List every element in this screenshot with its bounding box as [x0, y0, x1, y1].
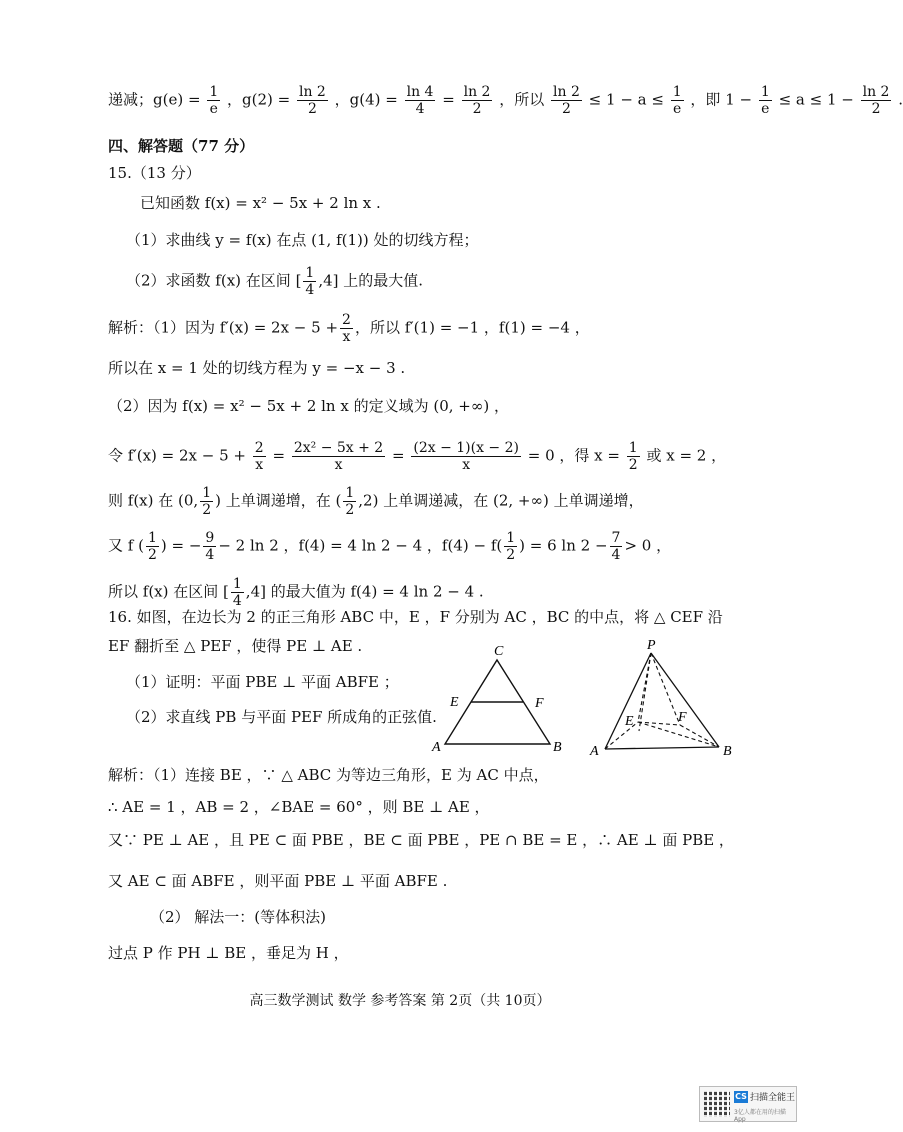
text: ，g(4) = — [334, 90, 398, 109]
section-heading: 四、解答题（77 分） — [108, 137, 255, 155]
q15-solution-6: 又 f ( $\frac{1}{2}$ ) = − $\frac{9}{4}$ − 2 ln 2 ，f(4) = 4 ln 2 − 4 ，f(4) − f( $\frac{1}{2}$ ) = 6 ln 2 − $\frac{7}{4}$ > 0 ， — [108, 530, 672, 563]
fraction: $\frac{\ln 2}{2}$ — [463, 84, 491, 117]
q15-solution-2: 所以在 x = 1 处的切线方程为 y = −x − 3 . — [108, 359, 406, 377]
fraction: $\frac{\ln 2}{2}$ — [298, 84, 326, 117]
q15-solution-1: 解析：（1）因为 f′(x) = 2x − 5 + $\frac{2}{x}$ ，所以 f′(1) = −1 ，f(1) = −4 ， — [108, 312, 590, 345]
q16-part1: （1）证明：平面 PBE ⊥ 平面 ABFE ； — [126, 673, 399, 691]
label-f: F — [678, 710, 687, 725]
qr-code-icon — [704, 1091, 730, 1117]
q16-stem-1: 16. 如图，在边长为 2 的正三角形 ABC 中，E ，F 分别为 AC ，BC 的中点，将 △ CEF 沿 — [108, 608, 723, 626]
label-c: C — [494, 644, 504, 659]
triangle-abc-figure — [425, 640, 585, 765]
label-e: E — [625, 714, 634, 729]
q16-solution-6: 过点 P 作 PH ⊥ BE ，垂足为 H ， — [108, 944, 349, 962]
scanner-app-name: 扫描全能王 — [750, 1093, 796, 1103]
q15-number: 15.（13 分） — [108, 164, 201, 182]
fraction: $\frac{1}{e}$ — [760, 84, 770, 117]
cs-logo-icon: CS — [735, 1092, 747, 1101]
pyramid-pefab-figure — [585, 635, 745, 765]
label-a: A — [432, 740, 441, 755]
q15-solution-4: 令 f′(x) = 2x − 5 + $\frac{2}{x}$ = $\frac{\text{2x² − 5x + 2}}{x}$ = $\frac{(2x - 1)(x - 2)}{x}$ = 0 ，得 x = $\frac{1}{2}$ 或 x = 2 ， — [108, 440, 727, 473]
q15-part1: （1）求曲线 y = f(x) 在点 (1, f(1)) 处的切线方程； — [126, 231, 479, 249]
label-b: B — [723, 744, 732, 759]
fraction: $\frac{\ln 4}{4}$ — [406, 84, 434, 117]
text: ，g(2) = — [227, 90, 291, 109]
q16-part2: （2）求直线 PB 与平面 PEF 所成角的正弦值. — [126, 708, 437, 726]
label-a: A — [590, 744, 599, 759]
q15-solution-5: 则 f(x) 在 (0, $\frac{1}{2}$ ) 上单调递增，在 ( $\frac{1}{2}$ ,2) 上单调递减，在 (2, +∞) 上单调递增， — [108, 485, 644, 518]
label-p: P — [647, 638, 656, 653]
q16-solution-4: 又 AE ⊂ 面 ABFE ，则平面 PBE ⊥ 平面 ABFE . — [108, 872, 448, 890]
q16-solution-2: ∴ AE = 1 ，AB = 2 ，∠BAE = 60° ，则 BE ⊥ AE ， — [108, 798, 490, 816]
fraction: $\frac{1}{e}$ — [672, 84, 682, 117]
q16-stem-2: EF 翻折至 △ PEF ，使得 PE ⊥ AE . — [108, 637, 363, 655]
page-footer: 高三数学测试 数学 参考答案 第 2页（共 10页） — [249, 993, 551, 1009]
q15-solution-3: （2）因为 f(x) = x² − 5x + 2 ln x 的定义域为 (0, +∞) ， — [108, 397, 509, 415]
fraction: $\frac{\ln 2}{2}$ — [553, 84, 580, 117]
label-e: E — [450, 695, 459, 710]
label-f: F — [535, 696, 544, 711]
text: ≤ a ≤ 1 − — [778, 90, 854, 109]
text: ≤ 1 − a ≤ — [588, 90, 664, 109]
text: = — [442, 90, 455, 109]
q15-stem: 已知函数 f(x) = x² − 5x + 2 ln x . — [140, 194, 381, 212]
continuation-line — [108, 84, 903, 117]
fraction: $\frac{\ln 2}{2}$ — [862, 84, 890, 117]
scanner-watermark — [699, 1086, 797, 1122]
label-b: B — [553, 740, 562, 755]
scanner-app-slogan: 3亿人都在用的扫描App — [734, 1109, 786, 1123]
q15-part2: （2）求函数 f(x) 在区间 [ $\frac{1}{4}$ ,4] 上的最大值. — [126, 265, 424, 298]
text: 递减；g(e) = — [108, 90, 201, 109]
text: ，所以 — [499, 90, 545, 109]
q15-solution-7: 所以 f(x) 在区间 [ $\frac{1}{4}$ ,4] 的最大值为 f(4) = 4 ln 2 − 4 . — [108, 576, 484, 609]
q16-solution-1: 解析：（1）连接 BE ，∵ △ ABC 为等边三角形，E 为 AC 中点， — [108, 766, 549, 784]
q16-solution-5: （2） 解法一：(等体积法) — [150, 908, 327, 926]
text: . — [898, 90, 903, 109]
q16-solution-3: 又∵ PE ⊥ AE ，且 PE ⊂ 面 PBE ，BE ⊂ 面 PBE ，PE ∩ BE = E ，∴ AE ⊥ 面 PBE ， — [108, 831, 734, 849]
text: ，即 1 − — [690, 90, 753, 109]
fraction: $\frac{1}{e}$ — [209, 84, 219, 117]
